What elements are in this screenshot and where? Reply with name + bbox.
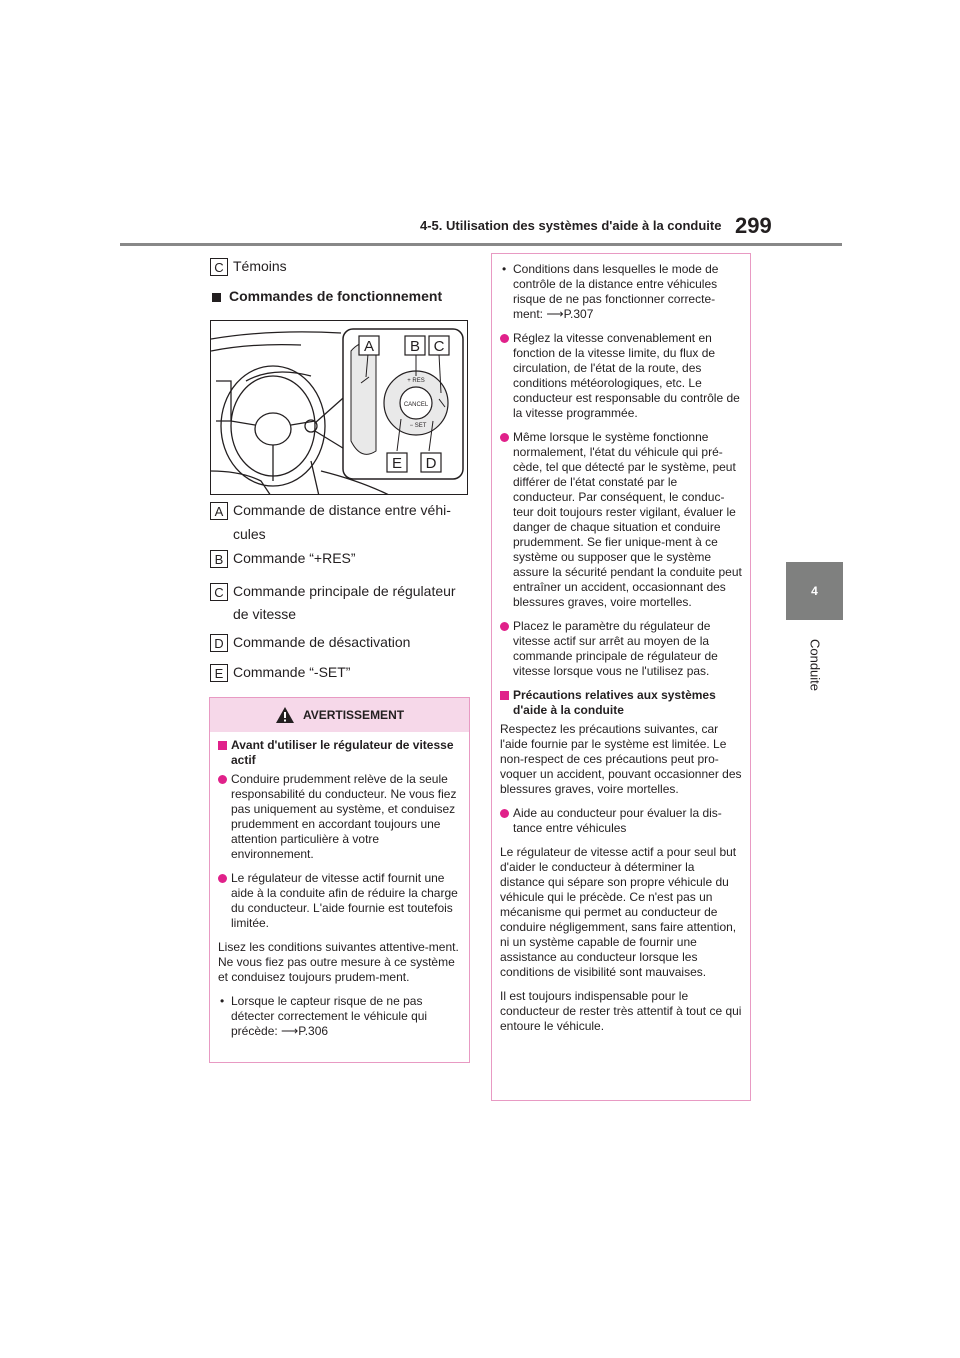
legend-item-c xyxy=(210,583,456,601)
warning-title: AVERTISSEMENT xyxy=(302,708,405,722)
warning-paragraph: Lisez les conditions suivantes attentive-ment. Ne vous fiez pas outre mesure à ce système et conduisez toujours prudem-ment. xyxy=(218,940,459,984)
warning-triangle-icon xyxy=(275,706,295,724)
callout-label: E xyxy=(210,664,228,682)
warning-box xyxy=(209,697,470,1063)
legend-item-c-temoins xyxy=(210,258,287,276)
svg-text:E: E xyxy=(391,455,403,472)
warning-item: Le régulateur de vitesse actif fournit une aide à la conduite afin de réduire la charge du conducteur. L'aide fournie est toutefois limitée. xyxy=(218,871,461,931)
legend-text: Commande de distance entre véhi- xyxy=(233,502,451,518)
round-bullet-icon xyxy=(500,622,509,631)
round-bullet-icon xyxy=(218,874,227,883)
callout-label: C xyxy=(210,258,228,276)
chapter-label-container xyxy=(786,630,843,700)
svg-text:D: D xyxy=(425,455,437,472)
legend-item-c-continuation: de vitesse xyxy=(233,606,297,622)
info-paragraph: Le régulateur de vitesse actif a pour seul but d'aider le conducteur à déterminer la distance qui sépare son propre véhicule du véhicule qui le précède. Ce n'est pas un mécanisme qui permet au conducteur de conduire négligemment, sans faire attention, ni un système capable de fournir une assistance au conducteur lorsque les conditions de visibilité sont mauvaises. xyxy=(500,845,737,979)
callout-label: B xyxy=(210,550,228,568)
svg-text:B: B xyxy=(409,338,421,355)
page-number: 299 xyxy=(735,213,772,238)
info-paragraph: Il est toujours indispensable pour le conducteur de rester très attentif à tout ce qui entoure le véhicule. xyxy=(500,989,742,1033)
warning-header xyxy=(210,698,469,732)
figure-callout-b xyxy=(405,336,425,355)
warning-subheading: Avant d'utiliser le régulateur de vitesse actif xyxy=(218,738,461,768)
legend-text: Témoins xyxy=(233,258,287,274)
page-reference-link[interactable]: ⟶P.306 xyxy=(281,1024,329,1038)
square-bullet-icon xyxy=(500,691,509,700)
info-subheading: Précautions relatives aux systèmes d'aide à la conduite xyxy=(500,688,742,718)
page-reference-link[interactable]: ⟶P.307 xyxy=(546,307,594,321)
legend-text: Commande principale de régulateur xyxy=(233,583,456,599)
callout-label: D xyxy=(210,634,228,652)
legend-item-a-continuation: cules xyxy=(233,526,266,542)
figure-callout-a xyxy=(359,336,379,355)
cancel-text: CANCEL xyxy=(403,402,429,408)
steering-wheel-illustration xyxy=(211,321,468,495)
legend-item-b xyxy=(210,550,356,568)
figure-callout-e xyxy=(387,453,407,472)
warning-bullet: • Lorsque le capteur risque de ne pas détecter correctement le véhicule qui précède: ⟶P.306 xyxy=(220,994,428,1038)
section-heading: Commandes de fonctionnement xyxy=(212,288,442,304)
info-box xyxy=(491,253,751,1101)
info-paragraph: Respectez les précautions suivantes, car l'aide fournie par le système est limitée. Le non-respect de ces précautions peut pro-voquer un accident, pouvant occasionner des blessures graves, voire mortelles. xyxy=(500,722,742,796)
set-text: − SET xyxy=(409,423,427,429)
round-bullet-icon xyxy=(500,334,509,343)
square-bullet-icon xyxy=(218,741,227,750)
round-bullet-icon xyxy=(500,809,509,818)
legend-item-e xyxy=(210,664,350,682)
section-title: 4-5. Utilisation des systèmes d'aide à la conduite xyxy=(420,218,722,233)
callout-label: C xyxy=(210,583,228,601)
info-item: Placez le paramètre du régulateur de vitesse actif sur arrêt au moyen de la commande principale de régulateur de vitesse lorsque vous ne l'utilisez pas. xyxy=(500,619,742,679)
round-bullet-icon xyxy=(218,775,227,784)
legend-text: Commande “+RES” xyxy=(233,550,356,566)
info-item: Aide au conducteur pour évaluer la dis-tance entre véhicules xyxy=(500,806,742,836)
header-divider xyxy=(120,243,842,246)
info-bullet: • Conditions dans lesquelles le mode de contrôle de la distance entre véhicules risque de ne pas fonctionner correcte-ment: ⟶P.307 xyxy=(502,262,719,321)
legend-text: Commande “-SET” xyxy=(233,664,351,680)
chapter-number: 4 xyxy=(811,584,818,598)
svg-text:A: A xyxy=(363,338,375,355)
legend-item-d xyxy=(210,634,410,652)
steering-wheel-switch-figure xyxy=(210,320,468,495)
chapter-label: Conduite xyxy=(807,638,822,692)
figure-callout-c xyxy=(429,336,449,355)
square-bullet-icon xyxy=(212,293,221,302)
svg-text:C: C xyxy=(433,338,445,355)
round-bullet-icon xyxy=(500,433,509,442)
info-item: Réglez la vitesse convenablement en fonction de la vitesse limite, du flux de circulation, de l'état de la route, des conditions météorologiques, etc. Le conducteur est responsable du contrôle de la vitesse programmée. xyxy=(500,331,742,421)
callout-label: A xyxy=(210,502,228,520)
chapter-tab xyxy=(786,562,843,620)
res-text: + RES xyxy=(407,378,425,384)
figure-callout-d xyxy=(421,453,441,472)
warning-item: Conduire prudemment relève de la seule responsabilité du conducteur. Ne vous fiez pas uniquement au système, et conduisez prudemment en accordant toujours une attention particulière à votre environnement. xyxy=(218,772,461,862)
legend-text: Commande de désactivation xyxy=(233,634,411,650)
legend-item-a xyxy=(210,502,451,520)
info-item: Même lorsque le système fonctionne normalement, l'état du véhicule qui pré-cède, tel que détecté par le système, peut différer de l'état constaté par le conducteur. Par conséquent, le conduc-teur doit toujours rester vigilant, évaluer le danger de chaque situation et conduire prudemment. Se fier unique-ment à ce système ou supposer que le système assure la sécurité pendant la conduite peut entraîner un accident, occasionnant des blessures graves, voire mortelles. xyxy=(500,430,742,610)
